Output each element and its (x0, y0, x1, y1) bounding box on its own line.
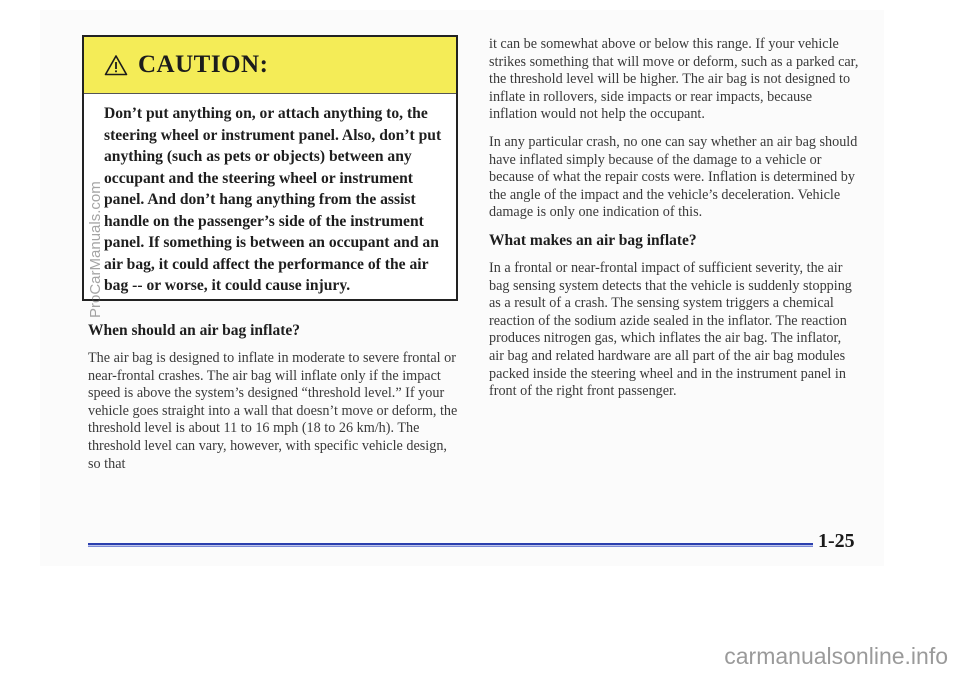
footer-rule (88, 543, 813, 547)
page-number: 1-25 (818, 530, 855, 552)
caution-title: CAUTION: (138, 51, 269, 78)
caution-body-text: Don’t put anything on, or attach anything to, the steering wheel or instrument panel. Also, don’t put anything (such as pets or objects) between any occupant and the steering wheel or instrument panel. And don’t hang anything from the assist handle on the passenger’s side of the instrument panel. If something is between an occupant and an air bag, it could affect the performance of the air bag -- or worse, it could cause injury. (104, 105, 442, 294)
paragraph-sensing-system: In a frontal or near-frontal impact of sufficient severity, the air bag sensing system detects that the vehicle is suddenly stopping as a result of a crash. The sensing system triggers a chemical reaction of the sodium azide sealed in the inflator. The reaction produces nitrogen gas, which inflates the air bag. The inflator, air bag and related hardware are all part of the air bag modules packed inside the steering wheel and in the instrument panel in front of the right front passenger. (489, 259, 852, 400)
right-column (489, 36, 859, 411)
caution-header (84, 37, 456, 94)
paragraph-threshold-range: it can be somewhat above or below this range. If your vehicle strikes something that will move or deform, such as a parked car, the threshold level will be higher. The air bag is not designed to inflate in rollovers, side impacts or rear impacts, because inflation would not help the occupant. (489, 36, 859, 123)
paragraph-when-inflate: The air bag is designed to inflate in moderate to severe frontal or near-frontal crashes. The air bag will inflate only if the impact speed is above the system’s designed “threshold level.” If your vehicle goes straight into a wall that doesn’t move or deform, the threshold level is about 11 to 16 mph (18 to 26 km/h). The threshold level can vary, however, with specific vehicle design, so that (88, 350, 458, 472)
bottom-watermark: carmanualsonline.info (724, 643, 948, 669)
warning-triangle-icon (104, 54, 128, 76)
paragraph-particular-crash: In any particular crash, no one can say whether an air bag should have inflated simply because of the damage to a vehicle or because of what the repair costs were. Inflation is determined by the angle of the impact and the vehicle’s deceleration. Vehicle damage is only one indication of this. (489, 133, 858, 221)
caution-box (82, 35, 458, 301)
section-heading-when-inflate: When should an air bag inflate? (88, 322, 301, 339)
left-column (88, 322, 460, 483)
section-heading-what-makes-inflate: What makes an air bag inflate? (489, 231, 697, 249)
side-watermark: ProCarManuals.com (87, 181, 104, 318)
